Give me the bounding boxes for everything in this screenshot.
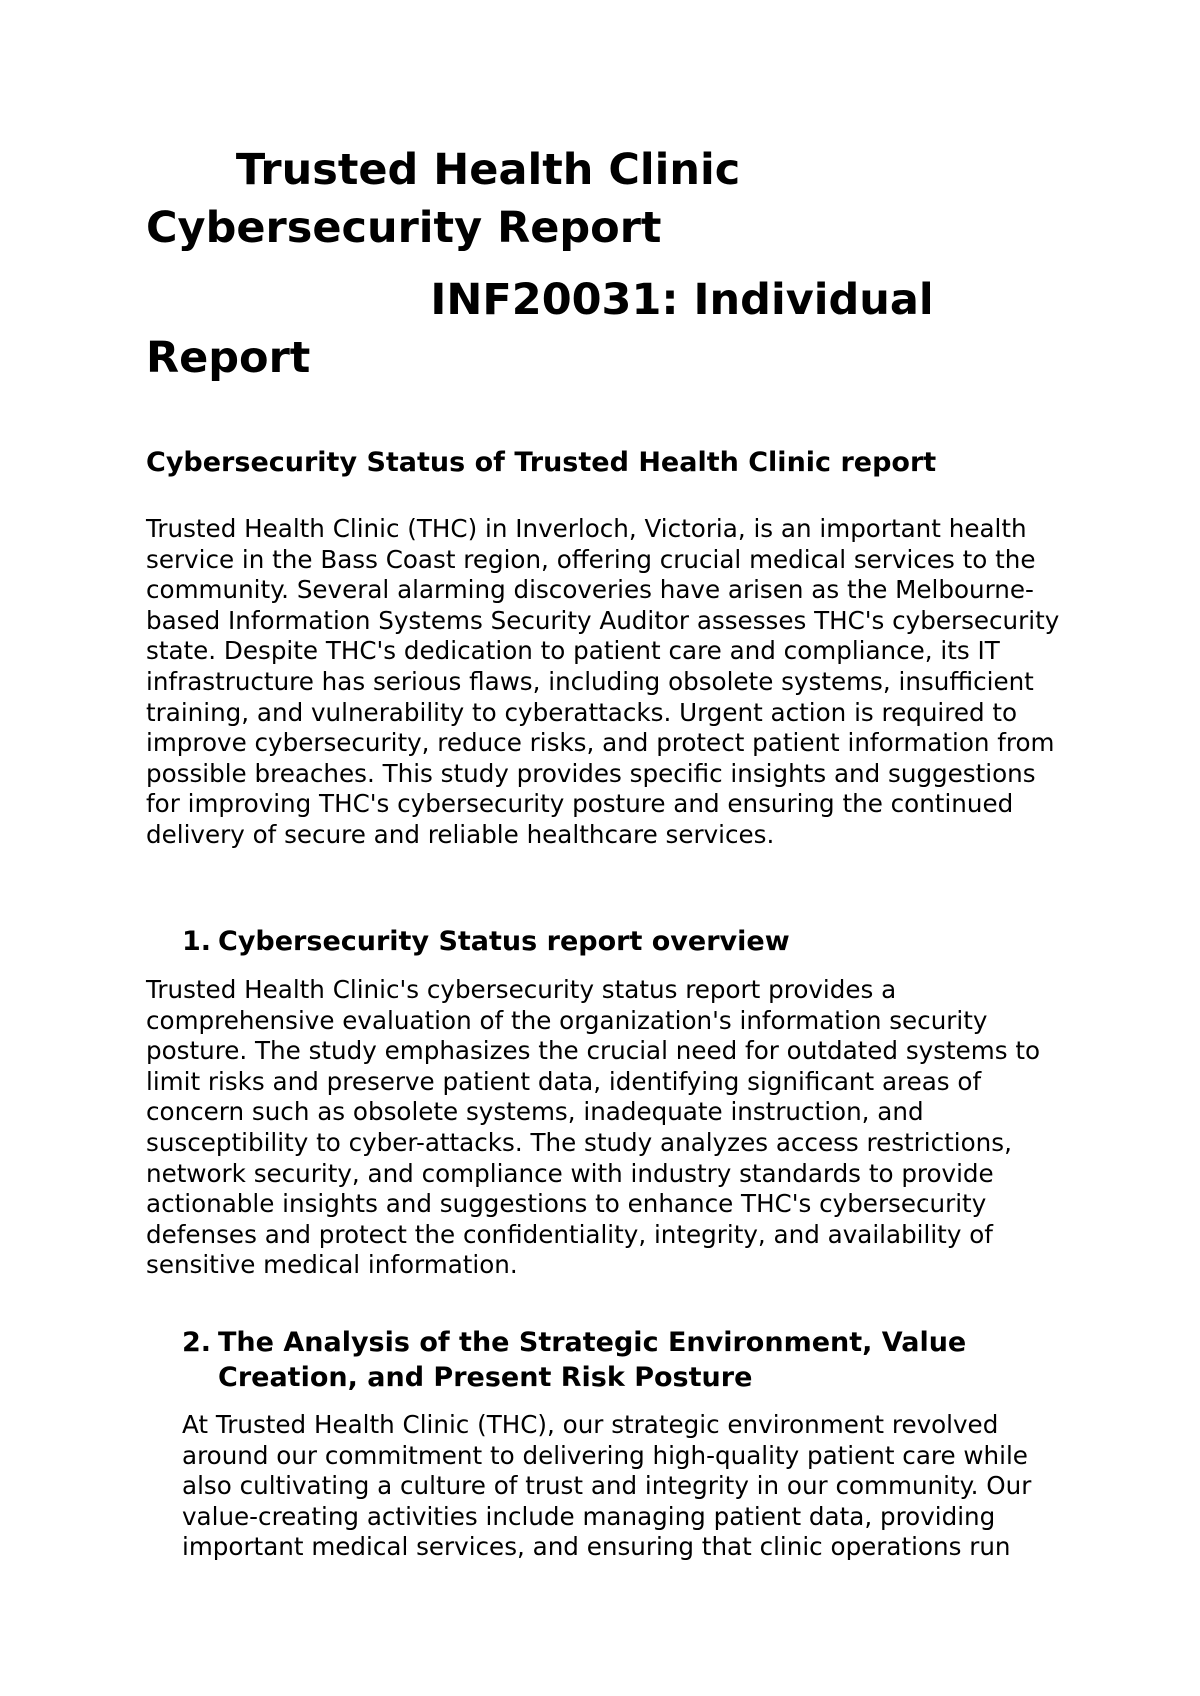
section-number: 2. <box>182 1327 212 1358</box>
section-1-paragraph: Trusted Health Clinic's cybersecurity status report provides a comprehensive evaluation of the organization's information security posture. The study emphasizes the crucial need for outdated systems to limit risks and preserve patient data, identifying significant areas of concern such as obsolete systems, inadequate instruction, and susceptibility to cyber-attacks. The study analyzes access restrictions, network security, and compliance with industry standards to provide actionable insights and suggestions to enhance THC's cybersecurity defenses and protect the confidentiality, integrity, and availability of sensitive medical information. <box>146 975 1041 1280</box>
section-2-paragraph: At Trusted Health Clinic (THC), our strategic environment revolved around our commitment to delivering high-quality patient care while also cultivating a culture of trust and integrity in our community. Our value-creating activities include managing patient data, providing important medical services, and ensuring that clinic operations run <box>182 1410 1032 1562</box>
section-heading-2 <box>182 1325 1062 1395</box>
report-subtitle: INF20031: Individual Report <box>146 275 934 383</box>
main-heading: Cybersecurity Status of Trusted Health Clinic report <box>146 447 937 478</box>
section-heading-text: Cybersecurity Status report overview <box>218 926 790 957</box>
report-title: Trusted Health Clinic Cybersecurity Report <box>146 145 741 253</box>
section-number: 1. <box>182 926 212 957</box>
section-heading-1 <box>182 924 1082 959</box>
section-heading-text: The Analysis of the Strategic Environment, Value Creation, and Present Risk Posture <box>218 1327 967 1393</box>
intro-paragraph: Trusted Health Clinic (THC) in Inverloch, Victoria, is an important health service in the Bass Coast region, offering crucial medical services to the community. Several alarming discoveries have arisen as the Melbourne-based Information Systems Security Auditor assesses THC's cybersecurity state. Despite THC's dedication to patient care and compliance, its IT infrastructure has serious flaws, including obsolete systems, insufficient training, and vulnerability to cyberattacks. Urgent action is required to improve cybersecurity, reduce risks, and protect patient information from possible breaches. This study provides specific insights and suggestions for improving THC's cybersecurity posture and ensuring the continued delivery of secure and reliable healthcare services. <box>146 514 1060 849</box>
